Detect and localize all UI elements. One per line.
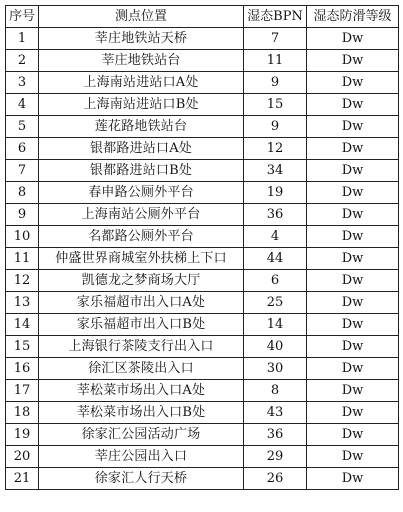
cell-location: 莘庄公园出入口: [39, 446, 244, 468]
table-row: [6, 72, 399, 94]
cell-location: 莘松菜市场出入口B处: [39, 402, 244, 424]
cell-location: 上海南站进站口A处: [39, 72, 244, 94]
table-row: [6, 446, 399, 468]
cell-index: 20: [6, 446, 39, 468]
cell-wet-bpn: 26: [244, 468, 307, 490]
table-row: [6, 50, 399, 72]
cell-index: 8: [6, 182, 39, 204]
cell-wet-bpn: 4: [244, 226, 307, 248]
header-index: 序号: [6, 6, 39, 28]
cell-index: 3: [6, 72, 39, 94]
header-location: 测点位置: [39, 6, 244, 28]
cell-index: 12: [6, 270, 39, 292]
cell-location: 莘庄地铁站台: [39, 50, 244, 72]
table-row: [6, 204, 399, 226]
cell-location: 徐家汇人行天桥: [39, 468, 244, 490]
cell-wet-grade: Dw: [307, 446, 399, 468]
data-table-container: [5, 5, 398, 490]
cell-wet-bpn: 9: [244, 116, 307, 138]
header-wet-bpn: 湿态BPN: [244, 6, 307, 28]
table-row: [6, 314, 399, 336]
cell-wet-bpn: 7: [244, 28, 307, 50]
cell-wet-bpn: 12: [244, 138, 307, 160]
cell-index: 17: [6, 380, 39, 402]
cell-wet-grade: Dw: [307, 226, 399, 248]
cell-wet-grade: Dw: [307, 72, 399, 94]
cell-wet-bpn: 44: [244, 248, 307, 270]
cell-wet-grade: Dw: [307, 468, 399, 490]
cell-location: 仲盛世界商城室外扶梯上下口: [39, 248, 244, 270]
cell-wet-grade: Dw: [307, 292, 399, 314]
cell-index: 1: [6, 28, 39, 50]
table-row: [6, 94, 399, 116]
cell-location: 徐汇区茶陵出入口: [39, 358, 244, 380]
cell-index: 21: [6, 468, 39, 490]
cell-wet-grade: Dw: [307, 402, 399, 424]
cell-wet-grade: Dw: [307, 94, 399, 116]
cell-wet-bpn: 25: [244, 292, 307, 314]
table-row: [6, 292, 399, 314]
cell-location: 家乐福超市出入口A处: [39, 292, 244, 314]
cell-index: 10: [6, 226, 39, 248]
cell-index: 16: [6, 358, 39, 380]
cell-location: 上海南站公厕外平台: [39, 204, 244, 226]
cell-wet-bpn: 30: [244, 358, 307, 380]
cell-wet-grade: Dw: [307, 358, 399, 380]
cell-wet-bpn: 14: [244, 314, 307, 336]
table-row: [6, 468, 399, 490]
cell-wet-grade: Dw: [307, 424, 399, 446]
cell-wet-bpn: 40: [244, 336, 307, 358]
table-row: [6, 182, 399, 204]
cell-index: 13: [6, 292, 39, 314]
cell-wet-grade: Dw: [307, 336, 399, 358]
table-row: [6, 270, 399, 292]
cell-wet-bpn: 6: [244, 270, 307, 292]
cell-wet-bpn: 11: [244, 50, 307, 72]
cell-location: 莘松菜市场出入口A处: [39, 380, 244, 402]
cell-location: 凯德龙之梦商场大厅: [39, 270, 244, 292]
cell-index: 5: [6, 116, 39, 138]
table-row: [6, 226, 399, 248]
cell-index: 7: [6, 160, 39, 182]
cell-index: 6: [6, 138, 39, 160]
cell-wet-grade: Dw: [307, 248, 399, 270]
cell-wet-grade: Dw: [307, 116, 399, 138]
slip-resistance-table: [5, 5, 399, 490]
cell-wet-bpn: 43: [244, 402, 307, 424]
cell-wet-bpn: 34: [244, 160, 307, 182]
cell-location: 银都路进站口A处: [39, 138, 244, 160]
cell-location: 徐家汇公园活动广场: [39, 424, 244, 446]
cell-index: 4: [6, 94, 39, 116]
table-row: [6, 358, 399, 380]
table-row: [6, 116, 399, 138]
table-row: [6, 380, 399, 402]
cell-index: 9: [6, 204, 39, 226]
cell-wet-grade: Dw: [307, 204, 399, 226]
cell-wet-grade: Dw: [307, 138, 399, 160]
cell-location: 家乐福超市出入口B处: [39, 314, 244, 336]
table-row: [6, 336, 399, 358]
cell-wet-grade: Dw: [307, 380, 399, 402]
table-row: [6, 138, 399, 160]
cell-index: 2: [6, 50, 39, 72]
cell-index: 14: [6, 314, 39, 336]
cell-wet-bpn: 8: [244, 380, 307, 402]
cell-location: 春申路公厕外平台: [39, 182, 244, 204]
table-row: [6, 160, 399, 182]
table-body: [6, 28, 399, 490]
cell-index: 19: [6, 424, 39, 446]
cell-location: 名都路公厕外平台: [39, 226, 244, 248]
table-row: [6, 402, 399, 424]
cell-wet-bpn: 36: [244, 204, 307, 226]
cell-wet-grade: Dw: [307, 270, 399, 292]
cell-index: 15: [6, 336, 39, 358]
table-row: [6, 248, 399, 270]
cell-location: 上海银行茶陵支行出入口: [39, 336, 244, 358]
table-row: [6, 28, 399, 50]
cell-wet-bpn: 15: [244, 94, 307, 116]
header-wet-grade: 湿态防滑等级: [307, 6, 399, 28]
cell-wet-bpn: 19: [244, 182, 307, 204]
cell-wet-bpn: 29: [244, 446, 307, 468]
cell-wet-bpn: 9: [244, 72, 307, 94]
table-header-row: [6, 6, 399, 28]
cell-wet-grade: Dw: [307, 314, 399, 336]
cell-wet-grade: Dw: [307, 50, 399, 72]
cell-location: 莲花路地铁站台: [39, 116, 244, 138]
cell-wet-bpn: 36: [244, 424, 307, 446]
cell-wet-grade: Dw: [307, 182, 399, 204]
cell-wet-grade: Dw: [307, 28, 399, 50]
cell-index: 11: [6, 248, 39, 270]
cell-location: 上海南站进站口B处: [39, 94, 244, 116]
cell-location: 银都路进站口B处: [39, 160, 244, 182]
cell-index: 18: [6, 402, 39, 424]
table-row: [6, 424, 399, 446]
cell-location: 莘庄地铁站天桥: [39, 28, 244, 50]
cell-wet-grade: Dw: [307, 160, 399, 182]
